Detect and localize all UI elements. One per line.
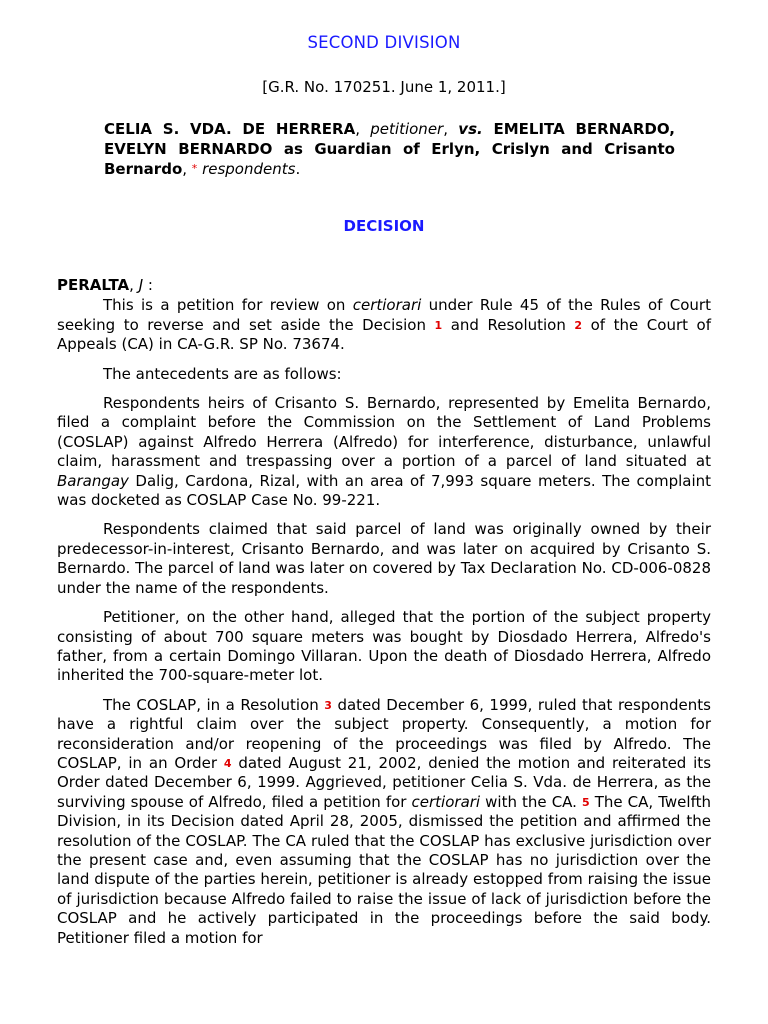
case-parties <box>104 119 675 179</box>
text-run: The COSLAP, in a Resolution <box>103 695 325 714</box>
versus: vs. <box>458 120 483 138</box>
petitioner-name: CELIA S. VDA. DE HERRERA <box>104 120 356 138</box>
text-run: and Resolution <box>442 315 575 334</box>
separator: , <box>182 160 192 178</box>
footnote-link-2[interactable]: 2 <box>574 318 583 332</box>
separator: : <box>143 276 153 294</box>
paragraph-2: The antecedents are as follows: <box>103 364 342 383</box>
asterisk-footnote-link[interactable]: * <box>191 162 198 175</box>
separator: , <box>355 120 371 138</box>
respondent-names: EMELITA BERNARDO, EVELYN BERNARDO as Guardian of Erlyn, Crislyn and Crisanto Bernardo <box>104 120 675 178</box>
italic-term: Barangay <box>57 471 129 490</box>
decision-heading: DECISION <box>343 217 425 235</box>
text-run: This is a petition for review on <box>103 296 353 315</box>
footnote-link-1[interactable]: 1 <box>434 318 443 332</box>
separator: . <box>295 160 301 178</box>
paragraph-5: Petitioner, on the other hand, alleged that the portion of the subject property consisting of about 700 square meters was bought by Diosdado Herrera, Alfredo's father, from a certain Domingo Villaran. Upon the death of Diosdado Herrera, Alfredo inherited the 700-square-meter lot. <box>57 608 711 685</box>
paragraph-4: Respondents claimed that said parcel of land was originally owned by their predecessor-in-interest, Crisanto Bernardo, and was later on acquired by Crisanto S. Bernardo. The parcel of land was later on covered by Tax Declaration No. CD-006-0828 under the name of the respondents. <box>57 520 711 597</box>
text-run: The CA, Twelfth Division, in its Decision dated April 28, 2005, dismissed the petition and affirmed the resolution of the COSLAP. The CA ruled that the COSLAP has exclusive jurisdiction over the present case and, even assuming that the COSLAP has no jurisdiction over the land dispute of the parties herein, petitioner is already estopped from raising the issue of jurisdiction because Alfredo failed to raise the issue of lack of jurisdiction before the COSLAP and he actively participated in the proceedings before the said body. Petitioner filed a motion for <box>57 792 711 947</box>
italic-term: certiorari <box>411 792 481 811</box>
case-number: [G.R. No. 170251. June 1, 2011.] <box>262 78 506 96</box>
petitioner-label: petitioner <box>370 120 444 138</box>
decision-body <box>57 276 711 958</box>
division-heading: SECOND DIVISION <box>307 33 461 52</box>
italic-term: certiorari <box>352 296 422 315</box>
text-run: Respondents heirs of Crisanto S. Bernardo, represented by Emelita Bernardo, filed a complaint before the Commission on the Settlement of Land Problems (COSLAP) against Alfredo Herrera (Alfredo) for interference, disturbance, unlawful claim, harassment and trespassing over a portion of a parcel of land situated at <box>57 394 711 471</box>
footnote-link-4[interactable]: 4 <box>223 756 232 770</box>
footnote-link-5[interactable]: 5 <box>582 795 590 809</box>
text-run: with the CA. <box>480 792 582 811</box>
footnote-link-3[interactable]: 3 <box>324 698 332 712</box>
paragraph-3 <box>57 394 711 510</box>
text-run: of the Court of Appeals (CA) in CA-G.R. SP No. 73674. <box>57 315 712 354</box>
separator: , <box>443 120 459 138</box>
ponente-title: J <box>138 276 144 294</box>
text-run: dated August 21, 2002, denied the motion and reiterated its Order dated December 6, 1999. Aggrieved, petitioner Celia S. Vda. de Herrera, as the surviving spouse of Alfredo, filed a petition for <box>57 753 712 811</box>
text-run: under Rule 45 of the Rules of Court seeking to reverse and set aside the Decision <box>57 296 711 334</box>
ponente-line <box>57 276 711 295</box>
text-run: Dalig, Cardona, Rizal, with an area of 7,993 square meters. The complaint was docketed as COSLAP Case No. 99-221. <box>57 471 711 510</box>
paragraph-6 <box>57 696 711 948</box>
text-run: dated December 6, 1999, ruled that respondents have a rightful claim over the subject property. Consequently, a motion for reconsideration and/or reopening of the proceedings was filed by Alfredo. The COSLAP, in an Order <box>57 695 711 772</box>
paragraph-1 <box>57 296 711 354</box>
ponente-name: PERALTA <box>57 276 130 294</box>
respondents-label: respondents <box>197 160 296 178</box>
separator: , <box>129 276 139 294</box>
